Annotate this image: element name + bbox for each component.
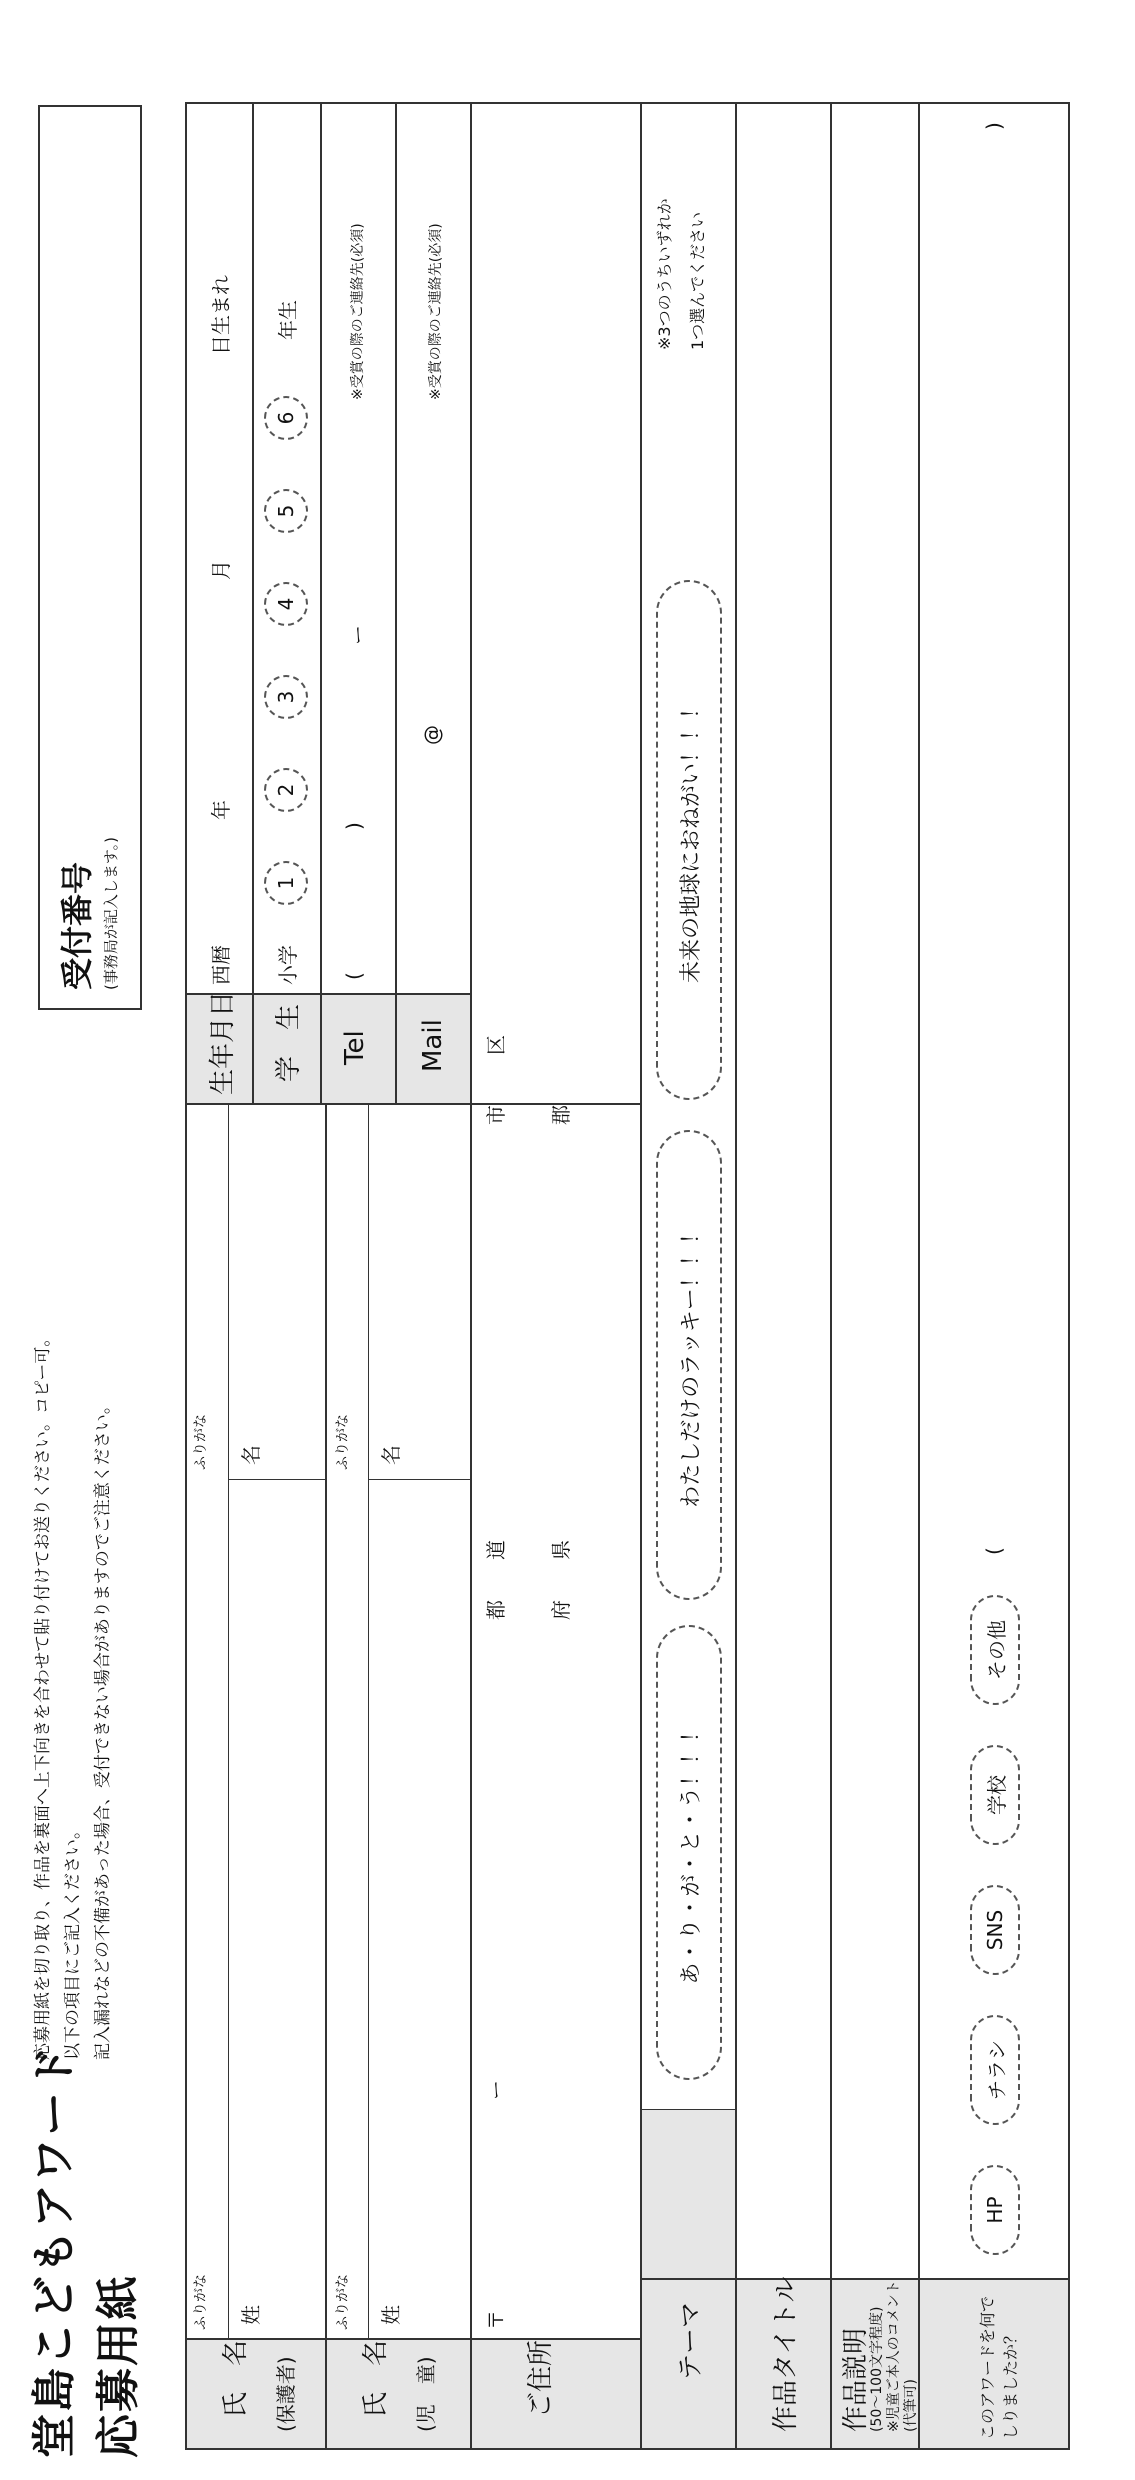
receipt-title: 受付番号: [58, 861, 96, 990]
furigana-label: ふりがな: [193, 2274, 209, 2330]
surname-label: 姓: [379, 2305, 403, 2325]
surname-label: 姓: [239, 2305, 263, 2325]
work-desc-note: (代筆可): [903, 2379, 919, 2432]
given-name-label: 名: [379, 1445, 403, 1465]
grade-option[interactable]: 4: [264, 582, 308, 626]
school-label: 小学: [276, 945, 300, 985]
theme-note: ※3つのうちいずれか: [655, 198, 674, 350]
source-other-open: (: [982, 1547, 1006, 1555]
work-desc-note: (50〜100文字程度): [869, 2306, 885, 2432]
grade-suffix: 年生: [276, 300, 300, 340]
tel-open: (: [342, 972, 366, 980]
day-label: 日生まれ: [209, 275, 233, 355]
source-option-school[interactable]: 学校: [970, 1745, 1020, 1845]
child-surname-field[interactable]: [372, 1500, 467, 2300]
address-input[interactable]: [475, 120, 635, 2330]
source-label: しりましたか？: [1001, 2327, 1020, 2440]
mail-label: Mail: [418, 1019, 448, 1072]
prefecture-ken: 県: [549, 1540, 573, 1560]
work-title-input[interactable]: [740, 110, 825, 2275]
postal-dash: ー: [484, 2080, 508, 2100]
furigana-label: ふりがな: [335, 1414, 351, 1470]
postal-mark: 〒: [484, 2310, 508, 2330]
mail-at: @: [420, 725, 444, 745]
source-other-close: ): [982, 122, 1006, 130]
work-desc-note: ※児童ご本人のコメント: [886, 2280, 902, 2432]
instruction-line: 以下の項目にご記入ください。: [63, 1822, 83, 2060]
tel-input[interactable]: [328, 420, 390, 960]
tel-dash: ー: [346, 625, 370, 645]
form-title: 応募用紙: [93, 2274, 144, 2458]
work-desc-label: 作品説明: [841, 2327, 871, 2432]
furigana-label: ふりがな: [335, 2274, 351, 2330]
grade-option[interactable]: 6: [264, 396, 308, 440]
source-option-flyer[interactable]: チラシ: [970, 2015, 1020, 2125]
theme-label: テーマ: [676, 2301, 706, 2380]
work-desc-input[interactable]: [835, 110, 915, 2275]
month-label: 月: [209, 560, 233, 580]
theme-option[interactable]: 未来の地球におねがい！！！: [656, 580, 722, 1100]
prefecture-to: 都: [484, 1600, 508, 1620]
grade-option[interactable]: 1: [264, 861, 308, 905]
birthday-label: 生年月日: [208, 990, 238, 1095]
theme-option[interactable]: あ・り・が・と・う！！！: [656, 1625, 722, 2080]
source-option-sns[interactable]: SNS: [970, 1885, 1020, 1975]
child-name-label: 氏 名: [361, 2339, 391, 2418]
instruction-line: 応募用紙を切り取り、作品を裏面へ上下向きを合わせて貼り付けてお送りください。コピー可。: [33, 1329, 53, 2060]
instruction-line: 記入漏れなどの不備があった場合、受付できない場合がありますのでご注意ください。: [93, 1397, 113, 2060]
grade-label: 学 生: [274, 1003, 304, 1082]
city-ku: 区: [484, 1035, 508, 1055]
era-label: 西暦: [209, 945, 233, 985]
source-option-other[interactable]: その他: [970, 1595, 1020, 1705]
given-name-label: 名: [239, 1445, 263, 1465]
grade-option[interactable]: 2: [264, 768, 308, 812]
work-title-label: 作品タイトル: [771, 2276, 801, 2432]
label-bg: [640, 2110, 735, 2450]
guardian-given-name-field[interactable]: [232, 1120, 317, 1440]
address-label: ご住所: [526, 2339, 556, 2418]
prefecture-fu: 府: [549, 1600, 573, 1620]
guardian-name-label: 氏 名: [221, 2339, 251, 2418]
guardian-surname-field[interactable]: [232, 1500, 317, 2300]
source-label: このアワードを何で: [978, 2295, 997, 2440]
award-title: 堂島こどもアワード: [29, 2044, 80, 2458]
city-gun: 郡: [549, 1105, 573, 1125]
grade-option[interactable]: 3: [264, 675, 308, 719]
year-label: 年: [209, 800, 233, 820]
mail-input[interactable]: [403, 415, 465, 985]
grade-option[interactable]: 5: [264, 489, 308, 533]
theme-note: 1つ選んでください: [688, 211, 707, 350]
guardian-sub-label: (保護者): [274, 2356, 298, 2432]
source-other-input[interactable]: [975, 135, 1020, 1535]
tel-note: ※受賞の際のご連絡先(必須): [350, 223, 366, 400]
child-given-name-field[interactable]: [372, 1120, 467, 1440]
prefecture-do: 道: [484, 1540, 508, 1560]
furigana-label: ふりがな: [193, 1414, 209, 1470]
mail-note: ※受賞の際のご連絡先(必須): [428, 223, 444, 400]
city-shi: 市: [484, 1105, 508, 1125]
child-sub-label: (児 童): [414, 2356, 438, 2432]
tel-label: Tel: [340, 1030, 370, 1065]
source-option-hp[interactable]: HP: [970, 2165, 1020, 2255]
theme-option[interactable]: わたしだけのラッキー！！！: [656, 1130, 722, 1600]
receipt-note: (事務局が記入します。): [102, 836, 120, 990]
tel-close: ): [342, 822, 366, 830]
